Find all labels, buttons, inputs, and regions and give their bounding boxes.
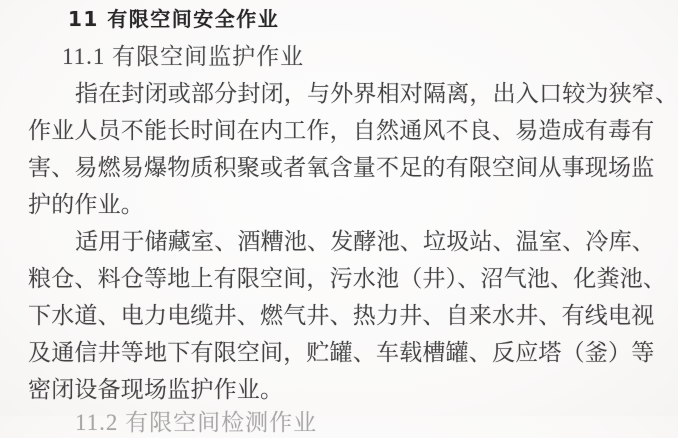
subsection-heading: 11.1 有限空间监护作业 [62,44,305,69]
text-line: 作业人员不能长时间在内工作，自然通风不良、易造成有毒有 [28,118,655,143]
text-line: 粮仓、料仓等地上有限空间，污水池（井）、沼气池、化粪池、 [28,266,667,291]
text-line: 下水道、电力电缆井、燃气井、热力井、自来水井、有线电视 [28,303,655,328]
text-line: 指在封闭或部分封闭，与外界相对隔离，出入口较为狭窄、 [75,81,678,106]
text-line: 密闭设备现场监护作业。 [28,377,284,402]
text-line: 护的作业。 [28,192,144,217]
text-line: 及通信井等地下有限空间，贮罐、车载槽罐、反应塔（釜）等 [28,340,655,365]
text-line: 适用于储藏室、酒糟池、发酵池、垃圾站、温室、冷库、 [75,229,655,254]
section-heading: 11 有限空间安全作业 [68,7,280,31]
paragraph-scope [28,223,667,408]
paragraph-definition [28,75,678,223]
text-line: 害、易燃易爆物质积聚或者氧含量不足的有限空间从事现场监 [28,155,655,180]
clipped-bottom-text-line: 11.2 有限空间检测作业 [75,410,318,435]
